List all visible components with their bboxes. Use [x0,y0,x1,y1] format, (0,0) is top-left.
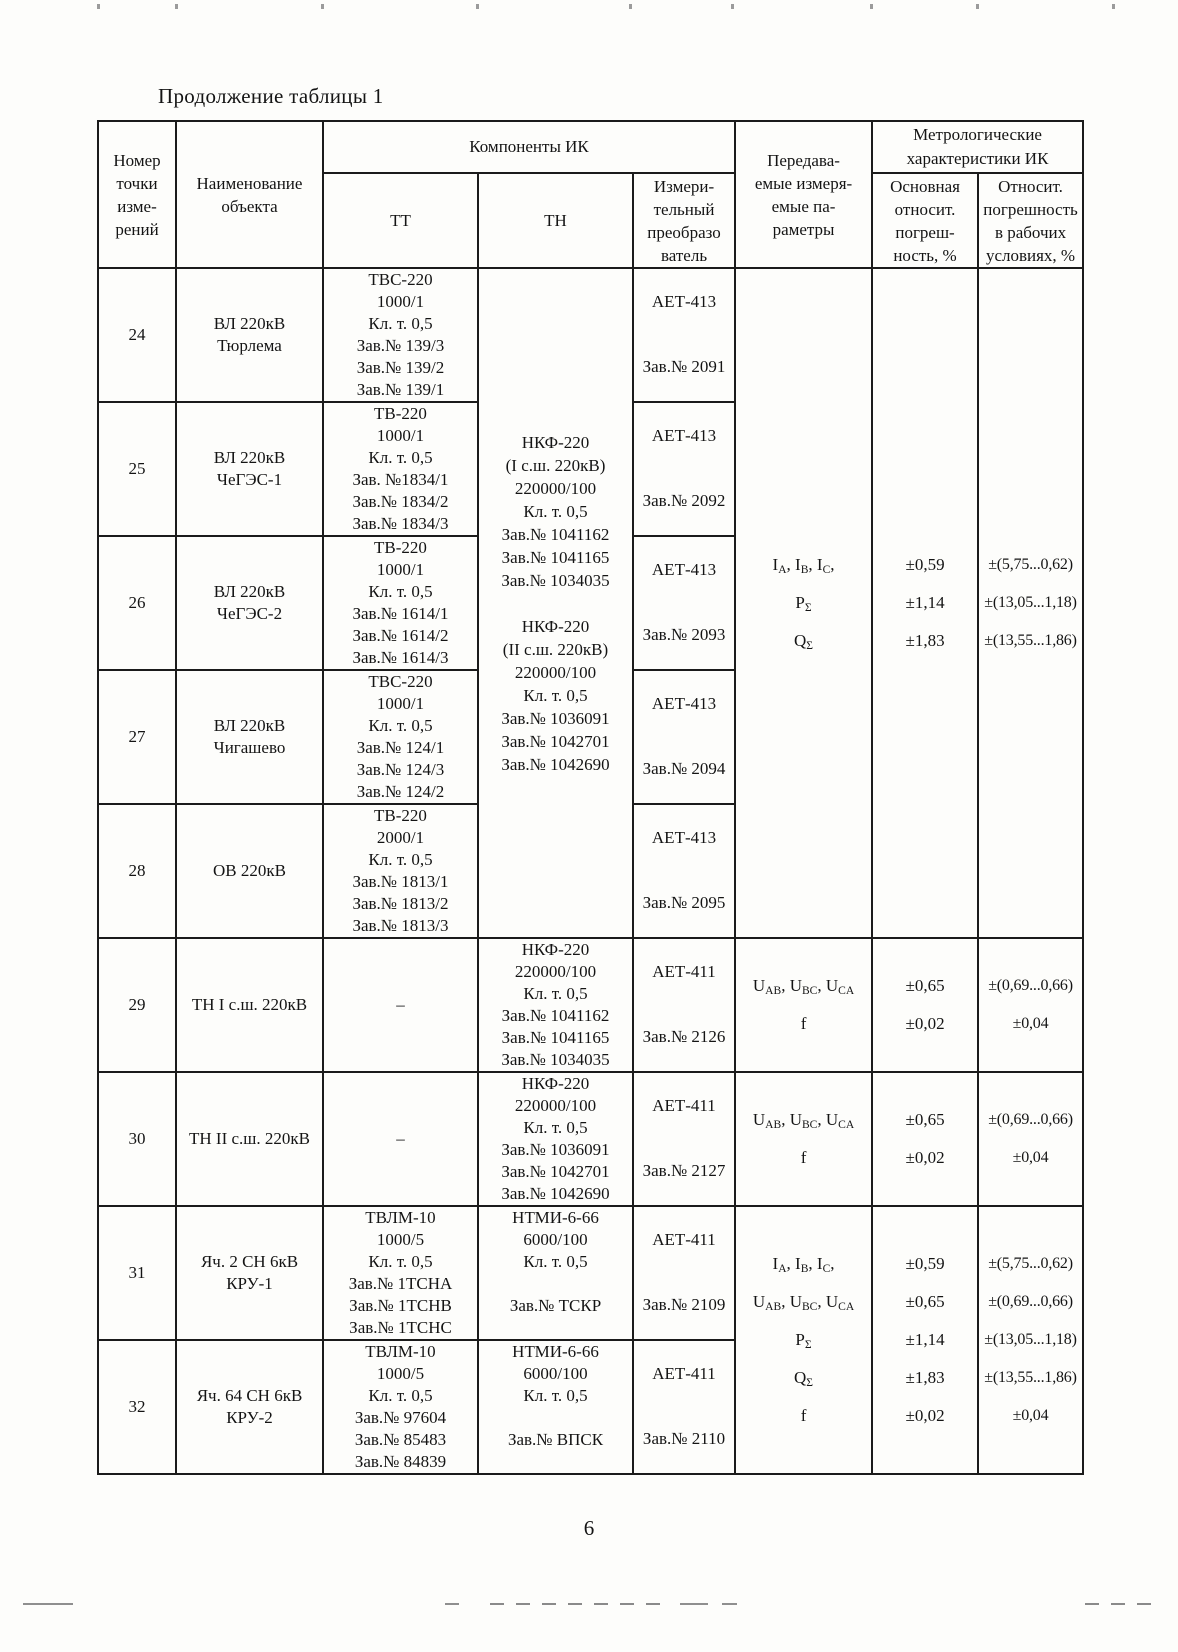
cell-basic-error: ±0,59 ±0,65 ±1,14 ±1,83 ±0,02 [872,1206,978,1474]
scan-artifact [680,1603,708,1605]
header-components-group: Компоненты ИК [323,121,735,173]
cell-object-name: ТН I с.ш. 220кВ [176,938,323,1072]
cell-relative-error: ±(5,75...0,62) ±(13,05...1,18) ±(13,55...1,86) [978,268,1083,938]
scan-artifact [97,4,100,9]
cell-object-name: ВЛ 220кВ Чигашево [176,670,323,804]
cell-parameters: $U_{AB}$, $U_{BC}$, $U_{CA}$ f [735,1072,872,1206]
scan-artifact [23,1603,73,1605]
header-transducer: Измери- тельный преобразо ватель [633,173,735,268]
cell-point-number: 28 [98,804,176,938]
cell-tt: ТВС-220 1000/1 Кл. т. 0,5 Зав.№ 124/1 Зав.№ 124/3 Зав.№ 124/2 [323,670,478,804]
table-row [98,938,1083,1072]
cell-point-number: 29 [98,938,176,1072]
cell-transducer: АЕТ-411 Зав.№ 2109 [633,1206,735,1340]
cell-point-number: 30 [98,1072,176,1206]
cell-object-name: ВЛ 220кВ ЧеГЭС-2 [176,536,323,670]
table-row [98,1206,1083,1340]
cell-transducer: АЕТ-411 Зав.№ 2127 [633,1072,735,1206]
scan-artifact [1112,4,1115,9]
cell-basic-error: ±0,65 ±0,02 [872,1072,978,1206]
scan-artifact [722,1603,737,1605]
continuation-table [97,120,1084,1475]
cell-tt: ТВС-220 1000/1 Кл. т. 0,5 Зав.№ 139/3 Зав.№ 139/2 Зав.№ 139/1 [323,268,478,402]
cell-tt: – [323,1072,478,1206]
scan-artifact [321,4,324,9]
scan-artifact [175,4,178,9]
header-metrology-group: Метрологические характеристики ИК [872,121,1083,173]
cell-tn: НКФ-220 220000/100 Кл. т. 0,5 Зав.№ 1041162 Зав.№ 1041165 Зав.№ 1034035 [478,938,633,1072]
table-header [98,121,1083,268]
table-row [98,268,1083,402]
scan-artifact [445,1603,459,1605]
header-object-name: Наименование объекта [176,121,323,268]
scan-artifact [976,4,979,9]
cell-parameters: $U_{AB}$, $U_{BC}$, $U_{CA}$ f [735,938,872,1072]
cell-relative-error: ±(5,75...0,62) ±(0,69...0,66) ±(13,05...1,18) ±(13,55...1,86) ±0,04 [978,1206,1083,1474]
cell-object-name: ВЛ 220кВ ЧеГЭС-1 [176,402,323,536]
header-relative-error: Относит. погрешность в рабочих условиях, % [978,173,1083,268]
cell-object-name: ТН II с.ш. 220кВ [176,1072,323,1206]
cell-tt: – [323,938,478,1072]
cell-relative-error: ±(0,69...0,66) ±0,04 [978,938,1083,1072]
cell-tt: ТВЛМ-10 1000/5 Кл. т. 0,5 Зав.№ 1ТСНА Зав.№ 1ТСНВ Зав.№ 1ТСНС [323,1206,478,1340]
header-tt: ТТ [323,173,478,268]
cell-point-number: 27 [98,670,176,804]
cell-tn: НКФ-220 (I с.ш. 220кВ) 220000/100 Кл. т. 0,5 Зав.№ 1041162 Зав.№ 1041165 Зав.№ 1034035 НКФ-220 (II с.ш. 220кВ) 220000/100 Кл. т. 0,5 Зав.№ 1036091 Зав.№ 1042701 Зав.№ 1042690 [478,268,633,938]
header-basic-error: Основная относит. погреш- ность, % [872,173,978,268]
scan-artifact [629,4,632,9]
cell-tt: ТВЛМ-10 1000/5 Кл. т. 0,5 Зав.№ 97604 Зав.№ 85483 Зав.№ 84839 [323,1340,478,1474]
scan-artifact [490,1603,660,1605]
header-point-number: Номер точки изме- рений [98,121,176,268]
cell-transducer: АЕТ-413 Зав.№ 2092 [633,402,735,536]
cell-transducer: АЕТ-411 Зав.№ 2110 [633,1340,735,1474]
cell-tt: ТВ-220 2000/1 Кл. т. 0,5 Зав.№ 1813/1 Зав.№ 1813/2 Зав.№ 1813/3 [323,804,478,938]
cell-transducer: АЕТ-411 Зав.№ 2126 [633,938,735,1072]
page-number: 6 [583,1516,595,1540]
cell-tt: ТВ-220 1000/1 Кл. т. 0,5 Зав. №1834/1 Зав.№ 1834/2 Зав.№ 1834/3 [323,402,478,536]
cell-point-number: 31 [98,1206,176,1340]
table-row [98,1072,1083,1206]
scan-artifact [870,4,873,9]
cell-object-name: ВЛ 220кВ Тюрлема [176,268,323,402]
scan-artifact [731,4,734,9]
cell-transducer: АЕТ-413 Зав.№ 2093 [633,536,735,670]
cell-tn: НТМИ-6-66 6000/100 Кл. т. 0,5 Зав.№ ТСКР [478,1206,633,1340]
cell-parameters: $I_A$, $I_B$, $I_C$, $P_\Sigma$ $Q_\Sigma$ [735,268,872,938]
header-transmitted-params: Передава- емые измеря- емые па- раметры [735,121,872,268]
cell-point-number: 32 [98,1340,176,1474]
cell-tn: НКФ-220 220000/100 Кл. т. 0,5 Зав.№ 1036091 Зав.№ 1042701 Зав.№ 1042690 [478,1072,633,1206]
cell-tn: НТМИ-6-66 6000/100 Кл. т. 0,5 Зав.№ ВПСК [478,1340,633,1474]
cell-point-number: 25 [98,402,176,536]
cell-point-number: 24 [98,268,176,402]
cell-transducer: АЕТ-413 Зав.№ 2094 [633,670,735,804]
scan-artifact [1085,1603,1155,1605]
cell-object-name: Яч. 2 СН 6кВ КРУ-1 [176,1206,323,1340]
scan-artifact [476,4,479,9]
cell-parameters: $I_A$, $I_B$, $I_C$, $U_{AB}$, $U_{BC}$, $U_{CA}$ $P_\Sigma$ $Q_\Sigma$ f [735,1206,872,1474]
cell-relative-error: ±(0,69...0,66) ±0,04 [978,1072,1083,1206]
cell-transducer: АЕТ-413 Зав.№ 2095 [633,804,735,938]
cell-transducer: АЕТ-413 Зав.№ 2091 [633,268,735,402]
cell-object-name: ОВ 220кВ [176,804,323,938]
cell-point-number: 26 [98,536,176,670]
cell-tt: ТВ-220 1000/1 Кл. т. 0,5 Зав.№ 1614/1 Зав.№ 1614/2 Зав.№ 1614/3 [323,536,478,670]
header-tn: ТН [478,173,633,268]
page-title: Продолжение таблицы 1 [158,84,384,108]
cell-basic-error: ±0,59 ±1,14 ±1,83 [872,268,978,938]
cell-object-name: Яч. 64 СН 6кВ КРУ-2 [176,1340,323,1474]
cell-basic-error: ±0,65 ±0,02 [872,938,978,1072]
table-body [98,268,1083,1474]
